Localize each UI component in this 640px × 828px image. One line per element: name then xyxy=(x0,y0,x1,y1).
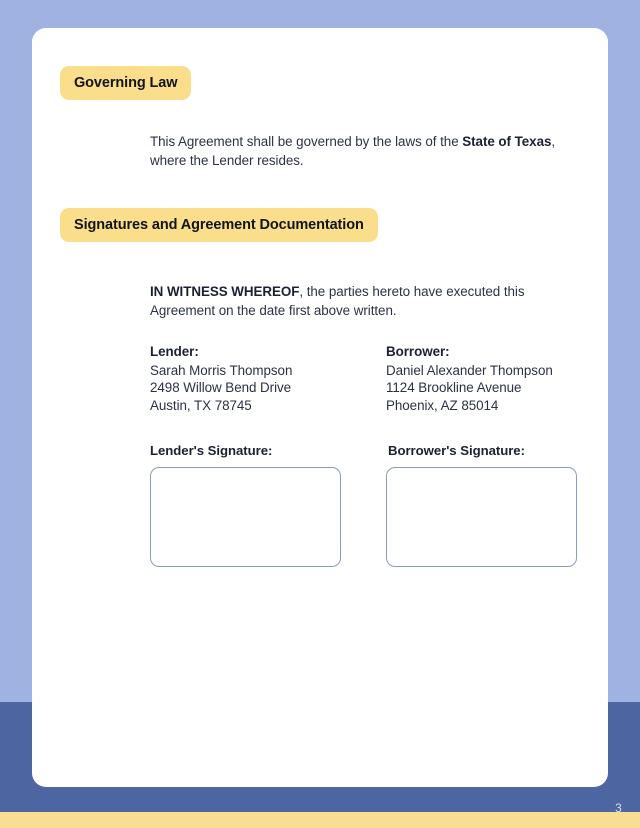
borrower-title: Borrower: xyxy=(386,344,450,359)
governing-law-text-prefix: This Agreement shall be governed by the laws of the xyxy=(150,134,463,150)
witness-clause-text: , the parties hereto have executed this Agreement on the date first above written. xyxy=(150,284,525,318)
borrower-street: 1124 Brookline Avenue xyxy=(386,380,522,396)
borrower-signature-box[interactable] xyxy=(386,467,577,567)
witness-clause-paragraph xyxy=(150,283,570,320)
section-heading-label: Governing Law xyxy=(74,75,178,91)
document-card xyxy=(32,28,608,787)
section-heading-label: Signatures and Agreement Documentation xyxy=(74,217,364,233)
lender-signature-box[interactable] xyxy=(150,467,341,567)
lender-signature-label: Lender's Signature: xyxy=(150,443,273,458)
page-number: 3 xyxy=(615,801,622,815)
borrower-name: Daniel Alexander Thompson xyxy=(386,362,553,378)
governing-law-state: State of Texas xyxy=(462,134,552,150)
governing-law-text-suffix: , where the Lender resides. xyxy=(150,134,556,168)
lender-street: 2498 Willow Bend Drive xyxy=(150,380,292,396)
governing-law-paragraph xyxy=(150,133,578,170)
section-heading-governing-law xyxy=(60,66,191,100)
party-block-borrower xyxy=(386,343,601,414)
lender-title: Lender: xyxy=(150,344,199,359)
lender-city-state-zip: Austin, TX 78745 xyxy=(150,397,252,413)
background-band-accent xyxy=(0,812,640,828)
party-block-lender xyxy=(150,343,360,414)
witness-clause-lead: IN WITNESS WHEREOF xyxy=(150,284,300,300)
borrower-city-state-zip: Phoenix, AZ 85014 xyxy=(386,397,499,413)
section-heading-signatures xyxy=(60,208,378,242)
lender-name: Sarah Morris Thompson xyxy=(150,362,293,378)
borrower-signature-label: Borrower's Signature: xyxy=(388,443,525,458)
